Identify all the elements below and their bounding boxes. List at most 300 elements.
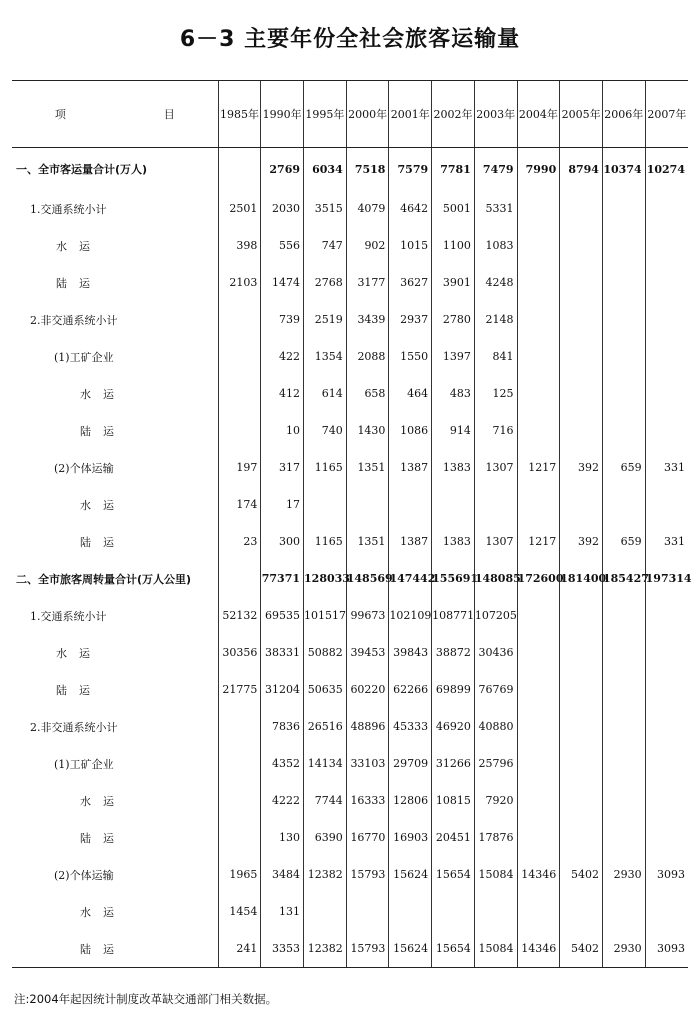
table-cell — [602, 634, 645, 671]
table-cell — [602, 893, 645, 930]
table-cell — [645, 745, 688, 782]
table-cell — [560, 597, 603, 634]
table-cell — [218, 301, 261, 338]
table-cell: 14346 — [517, 930, 560, 968]
table-cell: 15793 — [346, 930, 389, 968]
table-cell: 331 — [645, 449, 688, 486]
table-cell — [389, 486, 432, 523]
table-cell — [517, 375, 560, 412]
table-cell: 20451 — [432, 819, 475, 856]
table-cell — [304, 893, 347, 930]
table-cell: 15654 — [432, 930, 475, 968]
table-cell: 12806 — [389, 782, 432, 819]
table-cell: 38872 — [432, 634, 475, 671]
table-cell — [602, 597, 645, 634]
table-cell — [560, 190, 603, 227]
table-row — [12, 634, 688, 671]
table-cell: 7990 — [517, 148, 560, 191]
table-cell: 15793 — [346, 856, 389, 893]
table-cell — [560, 375, 603, 412]
table-cell: 31266 — [432, 745, 475, 782]
table-cell — [560, 412, 603, 449]
table-cell — [474, 893, 517, 930]
table-cell: 739 — [261, 301, 304, 338]
table-cell — [645, 264, 688, 301]
table-cell: 14346 — [517, 856, 560, 893]
table-cell: 241 — [218, 930, 261, 968]
table-row — [12, 930, 688, 968]
table-row — [12, 597, 688, 634]
table-cell: 1454 — [218, 893, 261, 930]
table-cell: 23 — [218, 523, 261, 560]
row-label: 陆运 — [56, 683, 102, 697]
table-cell: 2937 — [389, 301, 432, 338]
table-cell: 1430 — [346, 412, 389, 449]
table-cell — [645, 190, 688, 227]
table-cell: 2103 — [218, 264, 261, 301]
table-cell: 1307 — [474, 523, 517, 560]
table-cell — [645, 819, 688, 856]
table-row — [12, 560, 688, 597]
table-cell: 107205 — [474, 597, 517, 634]
table-cell: 4352 — [261, 745, 304, 782]
table-cell — [645, 782, 688, 819]
row-label: 陆运 — [80, 424, 126, 438]
table-cell: 5331 — [474, 190, 517, 227]
table-cell: 14134 — [304, 745, 347, 782]
year-column-header: 2003年 — [474, 81, 517, 148]
table-cell: 26516 — [304, 708, 347, 745]
table-cell: 16770 — [346, 819, 389, 856]
table-cell: 2148 — [474, 301, 517, 338]
table-cell: 392 — [560, 523, 603, 560]
table-cell — [645, 893, 688, 930]
table-cell: 108771 — [432, 597, 475, 634]
table-cell: 1387 — [389, 449, 432, 486]
table-cell — [560, 486, 603, 523]
table-cell: 77371 — [261, 560, 304, 597]
table-cell: 181400 — [560, 560, 603, 597]
table-cell — [517, 486, 560, 523]
table-cell: 30356 — [218, 634, 261, 671]
year-column-header: 2006年 — [602, 81, 645, 148]
table-cell — [645, 375, 688, 412]
table-cell: 3484 — [261, 856, 304, 893]
year-column-header: 2005年 — [560, 81, 603, 148]
table-cell: 659 — [602, 449, 645, 486]
table-cell — [645, 634, 688, 671]
table-cell: 716 — [474, 412, 517, 449]
table-cell — [602, 708, 645, 745]
table-cell — [602, 264, 645, 301]
table-cell — [389, 893, 432, 930]
table-cell: 4079 — [346, 190, 389, 227]
table-row — [12, 190, 688, 227]
table-cell: 740 — [304, 412, 347, 449]
table-cell: 317 — [261, 449, 304, 486]
table-cell — [517, 190, 560, 227]
table-cell: 10274 — [645, 148, 688, 191]
table-cell: 1100 — [432, 227, 475, 264]
table-cell — [560, 745, 603, 782]
table-cell: 15084 — [474, 930, 517, 968]
table-cell: 172600 — [517, 560, 560, 597]
item-column-header: 项目 — [12, 81, 218, 148]
table-cell: 3627 — [389, 264, 432, 301]
table-cell — [645, 338, 688, 375]
table-cell: 3515 — [304, 190, 347, 227]
table-row — [12, 375, 688, 412]
row-label: (1)工矿企业 — [54, 757, 114, 771]
year-column-header: 2007年 — [645, 81, 688, 148]
table-cell: 1354 — [304, 338, 347, 375]
year-column-header: 2004年 — [517, 81, 560, 148]
table-cell: 1474 — [261, 264, 304, 301]
table-cell: 614 — [304, 375, 347, 412]
table-cell: 3093 — [645, 856, 688, 893]
table-cell: 130 — [261, 819, 304, 856]
table-row — [12, 449, 688, 486]
table-cell — [560, 708, 603, 745]
table-cell — [602, 227, 645, 264]
table-cell — [560, 301, 603, 338]
table-cell: 15624 — [389, 856, 432, 893]
table-cell — [517, 301, 560, 338]
table-cell — [602, 301, 645, 338]
table-cell: 1217 — [517, 523, 560, 560]
table-cell: 7579 — [389, 148, 432, 191]
table-row — [12, 227, 688, 264]
row-label: 陆运 — [56, 276, 102, 290]
table-cell: 398 — [218, 227, 261, 264]
table-cell: 1015 — [389, 227, 432, 264]
table-cell: 1165 — [304, 523, 347, 560]
table-cell: 7479 — [474, 148, 517, 191]
table-row — [12, 893, 688, 930]
table-cell: 60220 — [346, 671, 389, 708]
table-cell: 556 — [261, 227, 304, 264]
table-cell — [218, 338, 261, 375]
row-label: 陆运 — [80, 535, 126, 549]
passenger-transport-table — [12, 80, 692, 968]
header-row — [12, 81, 688, 148]
table-cell — [602, 412, 645, 449]
table-cell — [218, 148, 261, 191]
table-cell: 1351 — [346, 449, 389, 486]
table-cell: 12382 — [304, 930, 347, 968]
table-cell — [645, 412, 688, 449]
year-column-header: 2001年 — [389, 81, 432, 148]
year-column-header: 2002年 — [432, 81, 475, 148]
row-label: 二、全市旅客周转量合计(万人公里) — [16, 572, 192, 586]
table-cell: 3439 — [346, 301, 389, 338]
table-cell — [517, 782, 560, 819]
table-cell: 99673 — [346, 597, 389, 634]
table-cell — [560, 227, 603, 264]
table-cell: 125 — [474, 375, 517, 412]
table-cell: 7744 — [304, 782, 347, 819]
table-cell — [517, 634, 560, 671]
table-cell: 2519 — [304, 301, 347, 338]
table-cell: 658 — [346, 375, 389, 412]
table-cell: 747 — [304, 227, 347, 264]
table-cell — [645, 301, 688, 338]
table-cell: 50882 — [304, 634, 347, 671]
table-cell — [645, 597, 688, 634]
table-cell: 5402 — [560, 930, 603, 968]
row-label: 水运 — [80, 498, 126, 512]
table-cell: 29709 — [389, 745, 432, 782]
table-cell — [560, 819, 603, 856]
table-cell — [602, 819, 645, 856]
table-cell: 15624 — [389, 930, 432, 968]
table-cell: 300 — [261, 523, 304, 560]
table-cell: 147442 — [389, 560, 432, 597]
table-cell — [602, 745, 645, 782]
row-label: 水运 — [80, 387, 126, 401]
table-cell: 102109 — [389, 597, 432, 634]
table-row — [12, 301, 688, 338]
table-cell: 17 — [261, 486, 304, 523]
table-cell — [218, 375, 261, 412]
table-cell — [218, 560, 261, 597]
row-label: 1.交通系统小计 — [30, 202, 107, 216]
table-cell: 197 — [218, 449, 261, 486]
table-cell: 841 — [474, 338, 517, 375]
table-cell: 12382 — [304, 856, 347, 893]
table-cell — [602, 375, 645, 412]
table-cell: 659 — [602, 523, 645, 560]
table-cell: 1165 — [304, 449, 347, 486]
table-cell: 3093 — [645, 930, 688, 968]
table-cell — [304, 486, 347, 523]
table-cell: 4248 — [474, 264, 517, 301]
table-cell: 1387 — [389, 523, 432, 560]
table-cell: 185427 — [602, 560, 645, 597]
table-cell — [517, 264, 560, 301]
table-cell — [218, 708, 261, 745]
table-cell: 1086 — [389, 412, 432, 449]
table-cell: 2030 — [261, 190, 304, 227]
table-cell: 38331 — [261, 634, 304, 671]
table-cell — [346, 893, 389, 930]
table-cell — [602, 782, 645, 819]
table-cell: 16333 — [346, 782, 389, 819]
table-cell — [218, 745, 261, 782]
table-row — [12, 819, 688, 856]
table-cell — [602, 190, 645, 227]
table-cell — [517, 893, 560, 930]
table-cell: 7781 — [432, 148, 475, 191]
table-cell: 4222 — [261, 782, 304, 819]
table-cell: 464 — [389, 375, 432, 412]
table-row — [12, 708, 688, 745]
table-cell: 39843 — [389, 634, 432, 671]
table-cell: 1307 — [474, 449, 517, 486]
table-cell: 7518 — [346, 148, 389, 191]
table-cell: 3901 — [432, 264, 475, 301]
table-cell: 21775 — [218, 671, 261, 708]
table-cell: 69899 — [432, 671, 475, 708]
table-cell: 1351 — [346, 523, 389, 560]
table-cell: 5001 — [432, 190, 475, 227]
table-cell — [645, 671, 688, 708]
table-cell: 5402 — [560, 856, 603, 893]
row-label: (1)工矿企业 — [54, 350, 114, 364]
table-cell — [218, 819, 261, 856]
table-cell — [517, 227, 560, 264]
table-row — [12, 856, 688, 893]
table-cell: 33103 — [346, 745, 389, 782]
row-label: 水运 — [56, 239, 102, 253]
table-cell: 15654 — [432, 856, 475, 893]
table-cell — [602, 671, 645, 708]
table-cell: 40880 — [474, 708, 517, 745]
table-row — [12, 148, 688, 191]
table-cell: 1083 — [474, 227, 517, 264]
table-cell — [645, 227, 688, 264]
table-cell: 1965 — [218, 856, 261, 893]
table-cell: 197314 — [645, 560, 688, 597]
table-cell: 2088 — [346, 338, 389, 375]
table-cell: 1383 — [432, 449, 475, 486]
table-cell: 45333 — [389, 708, 432, 745]
table-cell: 31204 — [261, 671, 304, 708]
table-cell — [602, 338, 645, 375]
table-cell: 39453 — [346, 634, 389, 671]
table-cell: 30436 — [474, 634, 517, 671]
table-cell: 8794 — [560, 148, 603, 191]
table-cell — [560, 634, 603, 671]
table-cell: 62266 — [389, 671, 432, 708]
table-cell: 46920 — [432, 708, 475, 745]
table-cell: 2780 — [432, 301, 475, 338]
table-cell — [432, 893, 475, 930]
table-cell: 50635 — [304, 671, 347, 708]
table-cell: 131 — [261, 893, 304, 930]
table-cell: 2769 — [261, 148, 304, 191]
table-cell — [517, 338, 560, 375]
table-cell: 25796 — [474, 745, 517, 782]
table-row — [12, 412, 688, 449]
table-cell: 155691 — [432, 560, 475, 597]
table-cell: 392 — [560, 449, 603, 486]
row-label: 水运 — [56, 646, 102, 660]
table-cell: 2501 — [218, 190, 261, 227]
table-cell: 69535 — [261, 597, 304, 634]
row-label: 2.非交通系统小计 — [30, 720, 118, 734]
row-label: 陆运 — [80, 831, 126, 845]
table-row — [12, 523, 688, 560]
table-cell: 17876 — [474, 819, 517, 856]
table-cell — [517, 745, 560, 782]
table-cell: 15084 — [474, 856, 517, 893]
table-cell — [517, 819, 560, 856]
table-cell: 52132 — [218, 597, 261, 634]
table-cell: 412 — [261, 375, 304, 412]
table-row — [12, 671, 688, 708]
table-cell: 10815 — [432, 782, 475, 819]
year-column-header: 2000年 — [346, 81, 389, 148]
table-cell: 2930 — [602, 856, 645, 893]
year-column-header: 1985年 — [218, 81, 261, 148]
table-cell — [432, 486, 475, 523]
table-cell: 914 — [432, 412, 475, 449]
table-cell: 48896 — [346, 708, 389, 745]
table-cell: 148569 — [346, 560, 389, 597]
table-cell — [517, 671, 560, 708]
table-cell — [560, 893, 603, 930]
table-cell: 148085 — [474, 560, 517, 597]
table-cell — [346, 486, 389, 523]
table-cell: 1397 — [432, 338, 475, 375]
table-cell: 10374 — [602, 148, 645, 191]
table-row — [12, 486, 688, 523]
table-cell — [517, 412, 560, 449]
table-cell — [602, 486, 645, 523]
table-cell: 101517 — [304, 597, 347, 634]
row-label: (2)个体运输 — [54, 461, 114, 475]
table-cell: 16903 — [389, 819, 432, 856]
row-label: (2)个体运输 — [54, 868, 114, 882]
table-cell: 6034 — [304, 148, 347, 191]
table-cell: 7920 — [474, 782, 517, 819]
table-cell: 902 — [346, 227, 389, 264]
table-cell: 2768 — [304, 264, 347, 301]
table-cell — [517, 597, 560, 634]
table-cell — [560, 782, 603, 819]
table-cell — [474, 486, 517, 523]
table-cell — [560, 671, 603, 708]
year-column-header: 1990年 — [261, 81, 304, 148]
table-cell — [560, 264, 603, 301]
table-cell: 10 — [261, 412, 304, 449]
row-label: 水运 — [80, 905, 126, 919]
footnote: 注:2004年起因统计制度改革缺交通部门相关数据。 — [14, 992, 278, 1006]
table-cell: 174 — [218, 486, 261, 523]
table-cell: 1217 — [517, 449, 560, 486]
table-cell — [218, 782, 261, 819]
table-cell: 4642 — [389, 190, 432, 227]
row-label: 水运 — [80, 794, 126, 808]
year-column-header: 1995年 — [304, 81, 347, 148]
table-cell: 6390 — [304, 819, 347, 856]
table-cell: 3177 — [346, 264, 389, 301]
table-cell — [645, 708, 688, 745]
row-label: 陆运 — [12, 930, 218, 968]
row-label: 1.交通系统小计 — [30, 609, 107, 623]
table-cell: 7836 — [261, 708, 304, 745]
table-cell: 76769 — [474, 671, 517, 708]
table-cell: 483 — [432, 375, 475, 412]
table-row — [12, 338, 688, 375]
table-row — [12, 745, 688, 782]
table-cell: 2930 — [602, 930, 645, 968]
table-cell — [218, 412, 261, 449]
table-row — [12, 782, 688, 819]
row-label: 一、全市客运量合计(万人) — [16, 163, 148, 176]
table-cell — [645, 486, 688, 523]
row-label: 2.非交通系统小计 — [30, 313, 118, 327]
table-cell: 1383 — [432, 523, 475, 560]
table-cell — [560, 338, 603, 375]
table-cell: 128033 — [304, 560, 347, 597]
table-cell: 1550 — [389, 338, 432, 375]
page-title: 6－3 主要年份全社会旅客运输量 — [179, 27, 521, 52]
table-cell: 3353 — [261, 930, 304, 968]
table-row — [12, 264, 688, 301]
table-cell: 331 — [645, 523, 688, 560]
